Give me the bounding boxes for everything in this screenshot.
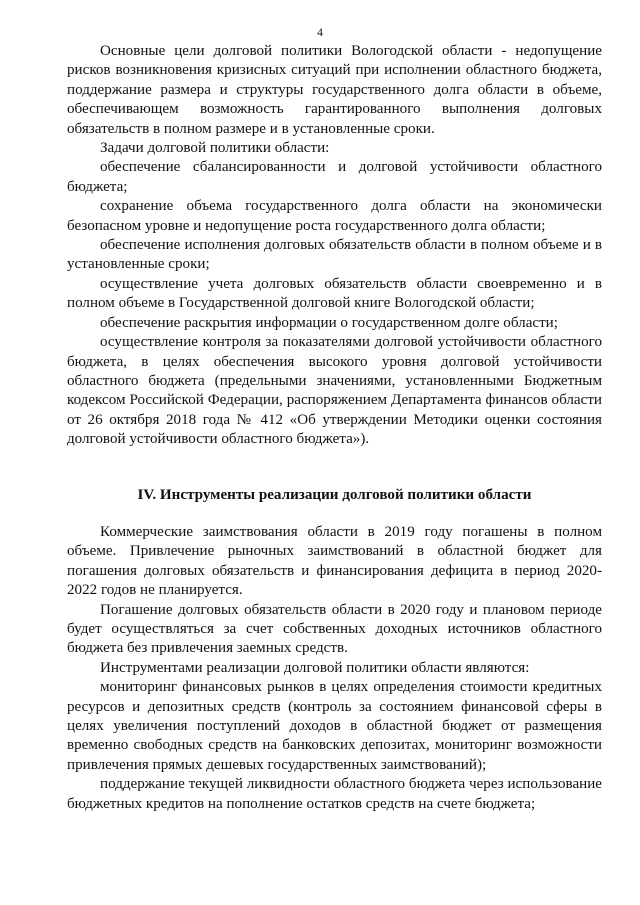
debt-policy-instruments-section [67, 523, 602, 814]
paragraph-goals: Основные цели долговой политики Вологодской области - недопущение рисков возникновения кризисных ситуаций при исполнении областного бюджета, поддержание размера и структуры государственного долга области в объеме, обеспечивающем возможность гарантированного выполнения долговых обязательств в полном размере и в установленные сроки. [67, 43, 602, 137]
page-number: 4 [317, 25, 323, 39]
paragraph-repayment: Погашение долговых обязательств области в 2020 году и плановом периоде будет осуществляться за счет собственных доходных источников областного бюджета без привлечения заемных средств. [67, 601, 602, 657]
paragraph-task-obligations: обеспечение исполнения долговых обязательств области в полном объеме и в установленные сроки; [67, 237, 602, 273]
paragraph-instrument-monitoring: мониторинг финансовых рынков в целях определения стоимости кредитных ресурсов и депозитных средств (контроль за состоянием финансовой сферы в целях увеличения поступлений доходов в областной бюджет от размещения временно свободных средств на банковских депозитах, мониторинг возможности привлечения прямых дешевых государственных заимствований); [67, 679, 602, 773]
section-heading: IV. Инструменты реализации долговой политики области [137, 487, 532, 503]
paragraph-instruments-intro: Инструментами реализации долговой политики области являются: [100, 659, 530, 676]
paragraph-task-accounting: осуществление учета долговых обязательств области своевременно и в полном объеме в Государственной долговой книге Вологодской области; [67, 275, 602, 312]
paragraph-task-debt-level: сохранение объема государственного долга области на экономически безопасном уровне и недопущение роста государственного долга области; [67, 198, 602, 234]
debt-policy-goals-section [67, 42, 602, 450]
paragraph-task-balance: обеспечение сбалансированности и долговой устойчивости областного бюджета; [67, 159, 602, 195]
paragraph-task-disclosure: обеспечение раскрытия информации о государственном долге области; [100, 314, 558, 331]
paragraph-task-control: осуществление контроля за показателями долговой устойчивости областного бюджета, в целях обеспечения высокого уровня долговой устойчивости областного бюджета (предельными значениями, установленными Бюджетным кодексом Российской Федерации, распоряжением Департамента финансов области от 26 октября 2018 года № 412 «Об утверждении Методики оценки состояния долговой устойчивости областного бюджета»). [67, 334, 602, 448]
paragraph-commercial-borrowings: Коммерческие заимствования области в 2019 году погашены в полном объеме. Привлечение рыночных заимствований в областной бюджет для погашения долговых обязательств и финансирования дефицита в период 2020-2022 годов не планируется. [67, 524, 602, 599]
paragraph-tasks-intro: Задачи долговой политики области: [100, 140, 330, 157]
paragraph-instrument-liquidity: поддержание текущей ликвидности областного бюджета через использование бюджетных кредитов на пополнение остатков средств на счете бюджета; [67, 776, 602, 812]
